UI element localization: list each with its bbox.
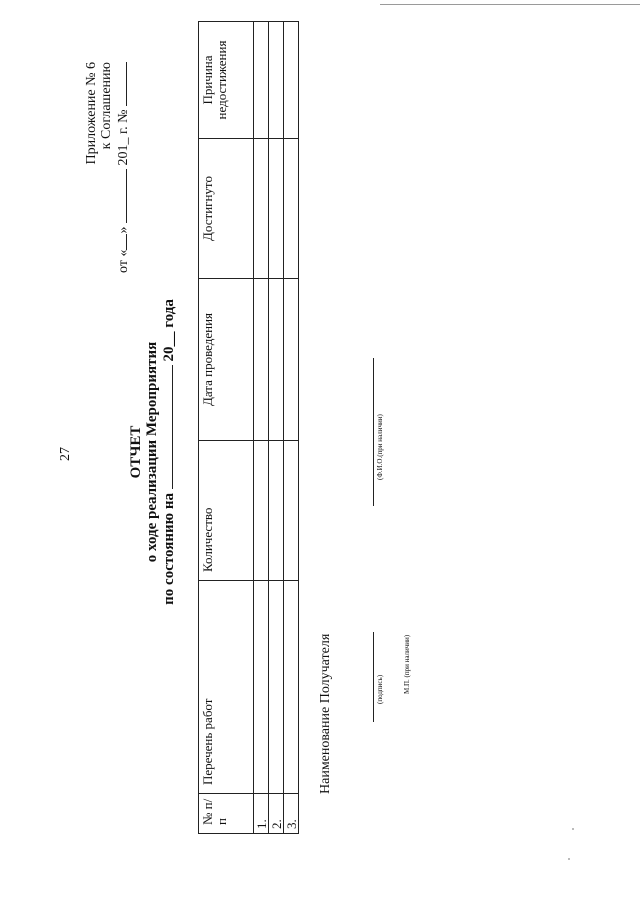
table-cell (269, 139, 284, 279)
table-cell (284, 22, 299, 139)
number-blank (114, 62, 127, 106)
as-of-prefix: по состоянию на (161, 493, 177, 605)
table-cell (254, 581, 269, 794)
table-cell: 1. (254, 794, 269, 834)
table-row (269, 22, 284, 834)
fio-line (372, 358, 374, 506)
report-subtitle: о ходе реализации Мероприятия (144, 341, 160, 563)
column-header-achieved: Достигнуто (199, 139, 254, 279)
report-table (198, 21, 299, 834)
table-cell (269, 581, 284, 794)
as-of-year: 20__ года (161, 299, 177, 362)
table-row (254, 22, 269, 834)
table-cell (254, 441, 269, 581)
fio-caption: (Ф.И.О.(при наличии) (376, 414, 384, 480)
table-cell (269, 279, 284, 441)
day-blank (114, 234, 127, 250)
column-header-reason: Причина недостижения (199, 22, 254, 139)
column-header-number: № п/п (199, 794, 254, 834)
column-header-quantity: Количество (199, 441, 254, 581)
rotated-document-page (20, 22, 620, 882)
report-as-of-line (160, 182, 177, 722)
date-prefix: от « (116, 249, 131, 273)
report-title-block (128, 182, 177, 722)
column-header-work-list: Перечень работ (199, 581, 254, 794)
table-cell (284, 139, 299, 279)
recipient-label: Наименование Получателя (318, 633, 333, 794)
seal-caption: М.П. (при наличии) (403, 634, 411, 694)
table-cell (284, 279, 299, 441)
table-row (284, 22, 299, 834)
table-header-row (199, 22, 254, 834)
column-header-date: Дата проведения (199, 279, 254, 441)
date-mid: » (116, 226, 131, 234)
signature-caption: (подпись) (376, 674, 384, 704)
scan-edge-line (380, 4, 640, 5)
report-title: ОТЧЕТ (128, 425, 144, 479)
year-number-label: 201_ г. № (116, 109, 131, 166)
table-cell (254, 22, 269, 139)
appendix-block (84, 62, 131, 322)
appendix-line1: Приложение № 6 (84, 62, 99, 165)
table-cell (284, 581, 299, 794)
table-cell (254, 139, 269, 279)
month-blank (114, 169, 127, 223)
signature-line (372, 632, 374, 722)
page-number: 27 (58, 447, 73, 461)
table-cell (254, 279, 269, 441)
as-of-date-blank (160, 365, 173, 489)
table-cell: 2. (269, 794, 284, 834)
appendix-line2: к Соглашению (99, 62, 114, 150)
table-cell: 3. (284, 794, 299, 834)
table-cell (284, 441, 299, 581)
table-cell (269, 441, 284, 581)
table-cell (269, 22, 284, 139)
